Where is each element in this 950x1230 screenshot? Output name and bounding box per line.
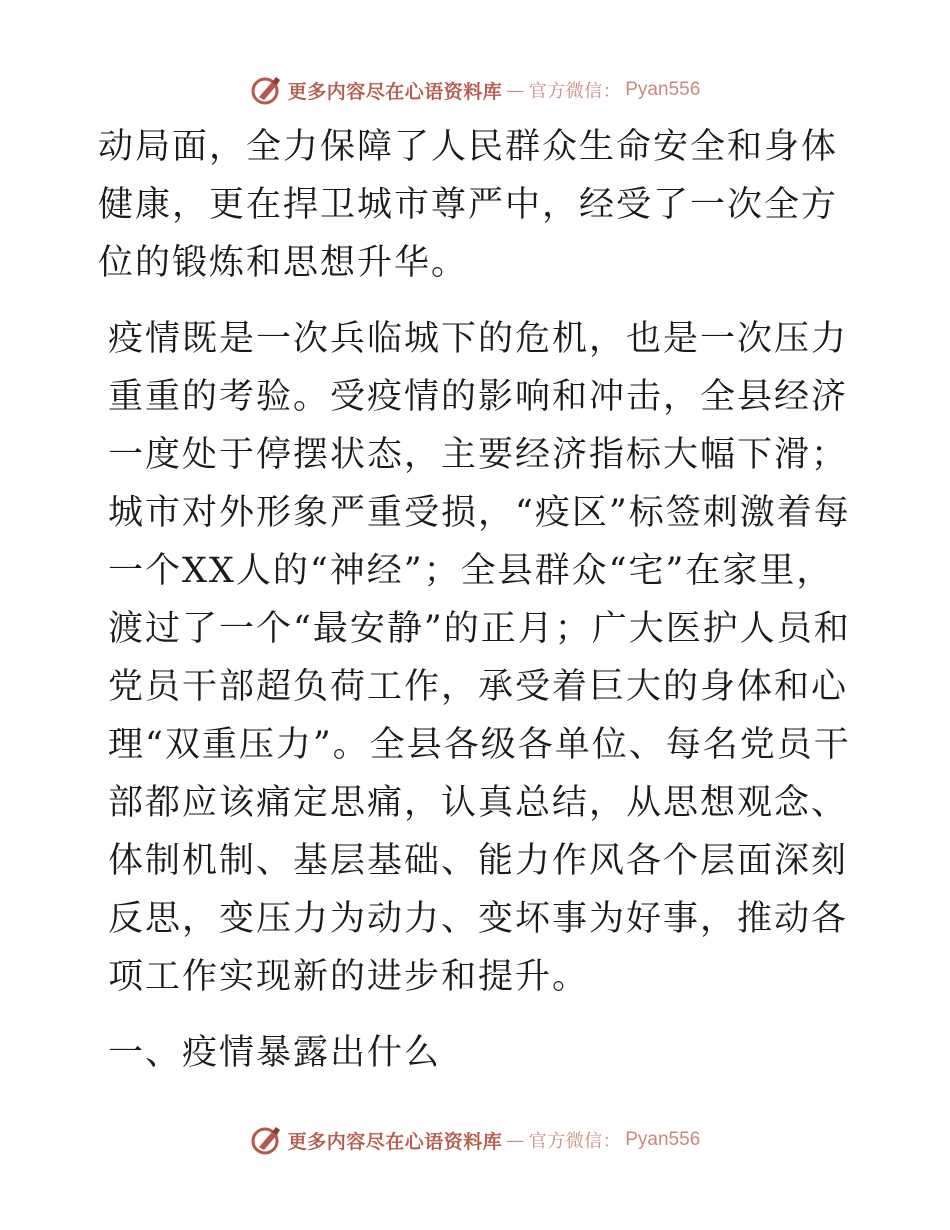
body-paragraph-2: 疫情既是一次兵临城下的危机，也是一次压力重重的考验。受疫情的影响和冲击，全县经济一度处于停摆状态，主要经济指标大幅下滑；城市对外形象严重受损，“疫区”标签刺激着每一个XX人的“神经”；全县群众“宅”在家里，渡过了一个“最安静”的正月；广大医护人员和党员干部超负荷工作，承受着巨大的身体和心理“双重压力”。全县各级各单位、每名党员干部都应该痛定思痛，认真总结，从思想观念、体制机制、基层基础、能力作风各个层面深刻反思，变压力为动力、变坏事为好事，推动各项工作实现新的进步和提升。 xyxy=(108,319,851,997)
header-banner-main: 更多内容尽在心语资料库 xyxy=(287,80,503,103)
pen-circle-logo-icon xyxy=(250,73,284,107)
footer-banner-sub: 官方微信： xyxy=(528,1131,622,1152)
footer-watermark-banner xyxy=(0,1120,950,1160)
pen-circle-logo-icon xyxy=(250,1123,284,1157)
body-paragraph-1: 动局面，全力保障了人民群众生命安全和身体健康，更在捍卫城市尊严中，经受了一次全方位的锻炼和思想升华。 xyxy=(98,127,839,283)
header-banner-wechat-id: Pyan556 xyxy=(625,79,701,100)
document-body xyxy=(98,118,853,1082)
header-watermark-banner xyxy=(0,70,950,110)
section-heading-1: 一、疫情暴露出什么 xyxy=(108,1033,442,1073)
header-banner-sub: 官方微信： xyxy=(528,81,622,102)
footer-banner-separator: — xyxy=(506,1129,525,1151)
footer-banner-main: 更多内容尽在心语资料库 xyxy=(287,1130,503,1153)
header-banner-separator: — xyxy=(506,79,525,101)
footer-banner-wechat-id: Pyan556 xyxy=(625,1129,701,1150)
